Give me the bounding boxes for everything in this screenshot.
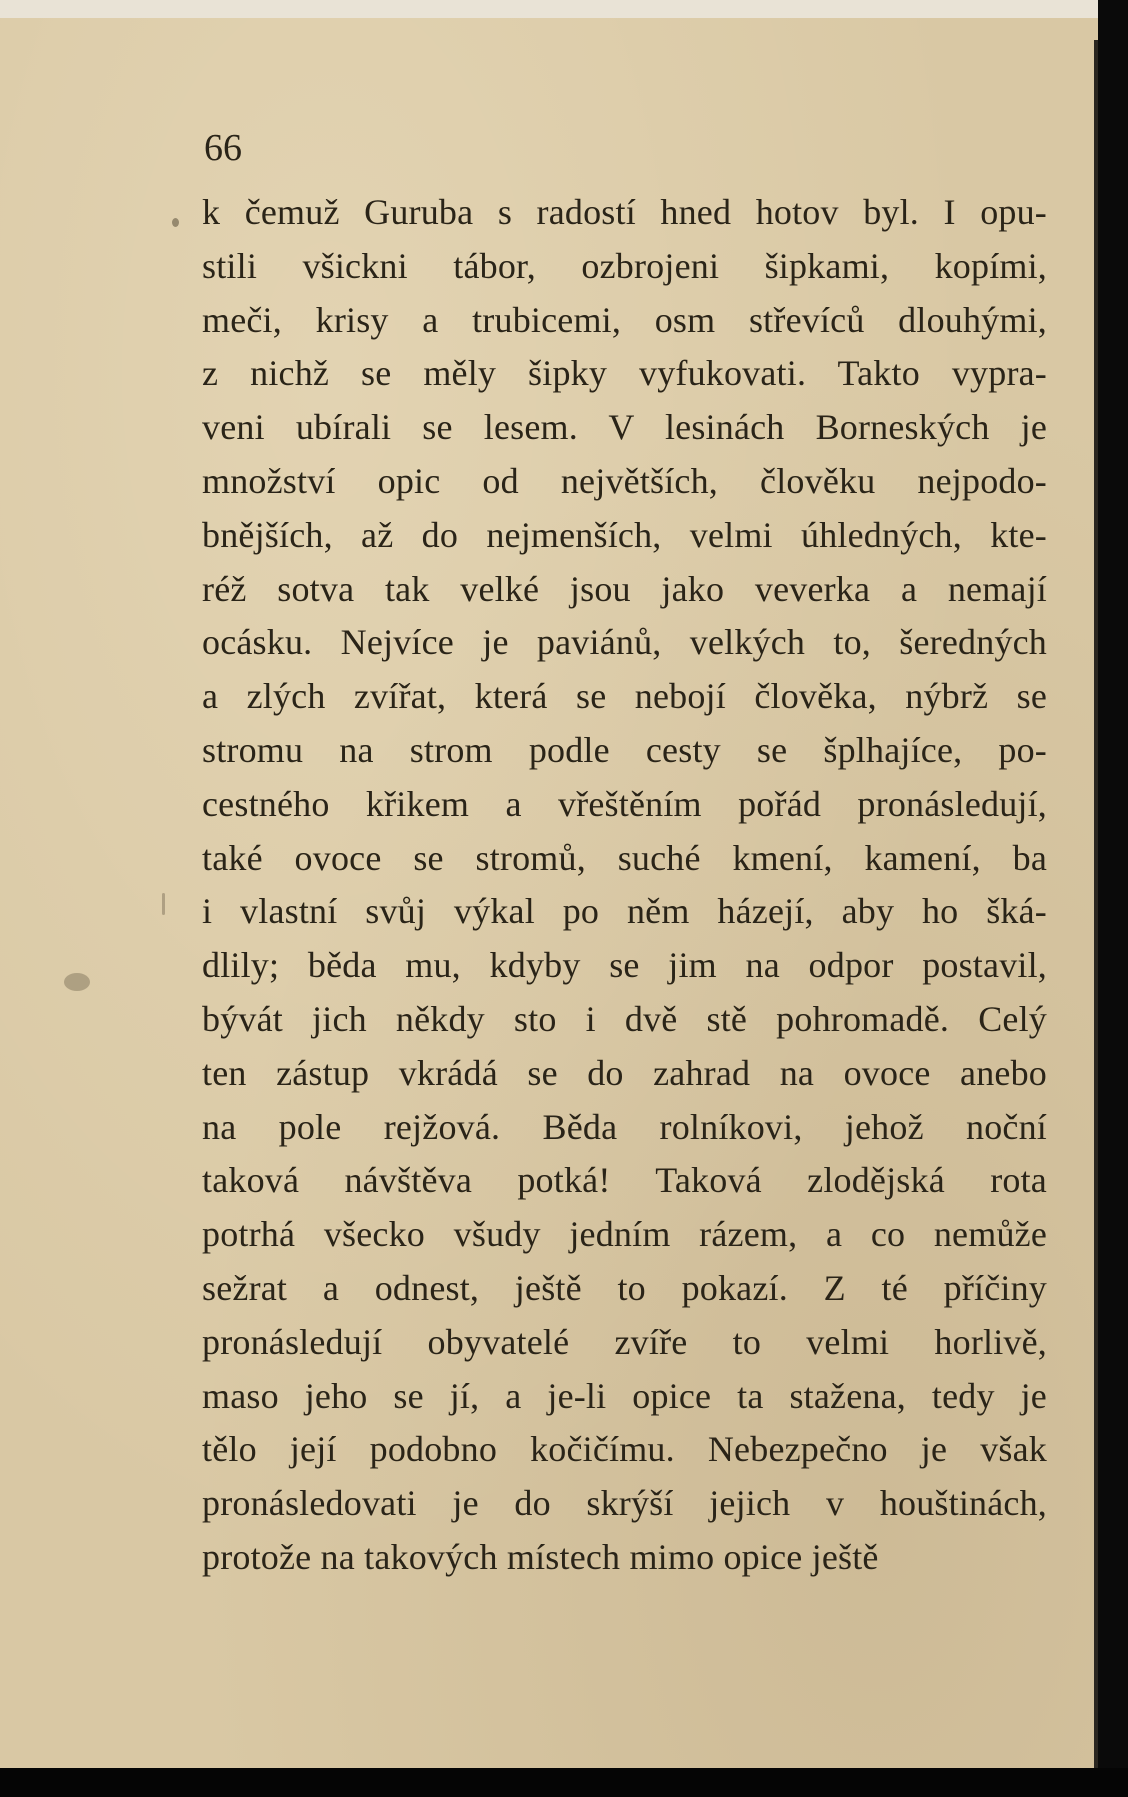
text-line: na pole rejžová. Běda rolníkovi, jehož noční (202, 1106, 1047, 1147)
text-line: a zlých zvířat, která se nebojí člověka, nýbrž se (202, 676, 1047, 717)
text-line: maso jeho se jí, a je-li opice ta stažena, tedy je (202, 1375, 1047, 1416)
ink-speck (172, 218, 179, 227)
text-line: protože na takových místech mimo opice ještě (202, 1536, 879, 1577)
text-line: ocásku. Nejvíce je paviánů, velkých to, šeredných (202, 622, 1047, 663)
text-line: cestného křikem a vřeštěním pořád pronásledují, (202, 783, 1047, 824)
text-line: réž sotva tak velké jsou jako veverka a nemají (202, 568, 1047, 609)
text-line: veni ubírali se lesem. V lesinách Borneských je (202, 407, 1047, 448)
body-text (202, 186, 1047, 1585)
ink-speck (64, 973, 90, 991)
text-line: také ovoce se stromů, suché kmení, kamení, ba (202, 837, 1047, 878)
text-line: stromu na strom podle cesty se šplhajíce, po- (202, 729, 1047, 770)
text-line: k čemuž Guruba s radostí hned hotov byl. I opu- (202, 192, 1047, 232)
text-line: z nichž se měly šipky vyfukovati. Takto vypra- (202, 353, 1047, 394)
text-line: množství opic od největších, člověku nejpodo- (202, 460, 1047, 501)
text-line: pronásledují obyvatelé zvíře to velmi horlivě, (202, 1321, 1047, 1362)
text-line: dlily; běda mu, kdyby se jim na odpor postavil, (202, 945, 1047, 986)
ink-speck (162, 893, 165, 915)
text-line: taková návštěva potká! Taková zlodějská rota (202, 1160, 1047, 1201)
text-line: meči, krisy a trubicemi, osm střevíců dlouhými, (202, 299, 1047, 340)
scan-border-right (1098, 0, 1128, 1797)
text-line: bnějších, až do nejmenších, velmi úhledných, kte- (202, 514, 1047, 555)
text-line: i vlastní svůj výkal po něm házejí, aby ho šká- (202, 891, 1047, 932)
text-line: potrhá všecko všudy jedním rázem, a co nemůže (202, 1214, 1047, 1255)
text-line: tělo její podobno kočičímu. Nebezpečno je však (202, 1429, 1047, 1470)
text-line: ten zástup vkrádá se do zahrad na ovoce anebo (202, 1052, 1047, 1093)
text-line: sežrat a odnest, ještě to pokazí. Z té příčiny (202, 1267, 1047, 1308)
text-line: pronásledovati je do skrýší jejich v houštinách, (202, 1483, 1047, 1524)
text-line: bývát jich někdy sto i dvě stě pohromadě. Celý (202, 998, 1047, 1039)
scan-border-bottom (0, 1768, 1128, 1797)
page-number: 66 (204, 127, 242, 169)
text-line: stili všickni tábor, ozbrojeni šipkami, kopími, (202, 245, 1047, 286)
